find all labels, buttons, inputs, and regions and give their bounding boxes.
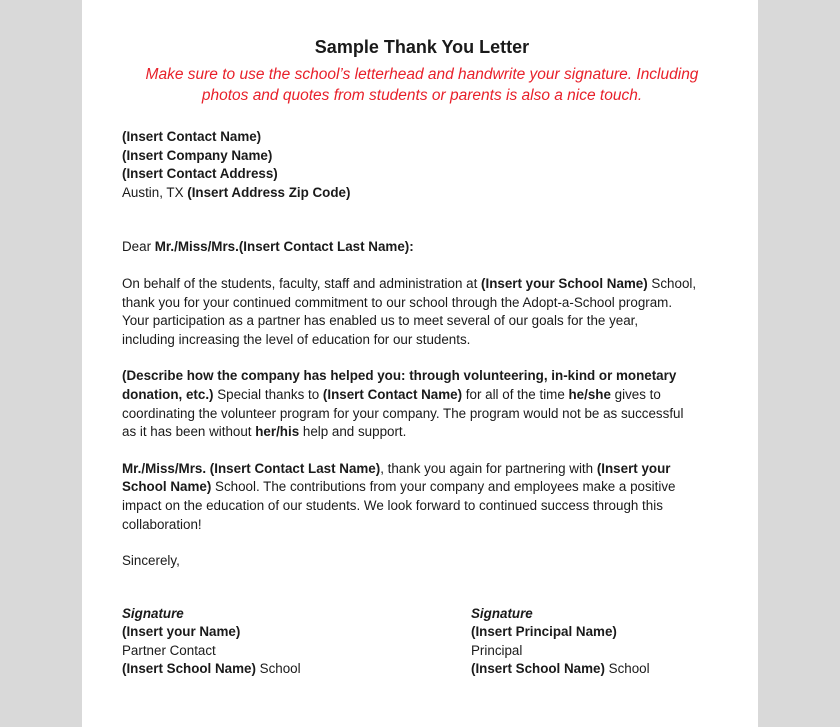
city-state: Austin, TX: [122, 184, 188, 200]
school-name-placeholder: (Insert School Name): [471, 661, 605, 677]
school-name-placeholder: (Insert School Name): [122, 661, 256, 677]
para3-text: School. The contributions from your company and employees make a positive: [211, 479, 676, 495]
signature-label: Signature: [471, 605, 533, 621]
pronoun-placeholder: her/his: [255, 424, 300, 440]
closing: Sincerely,: [122, 553, 180, 569]
instruction-note-line-1: Make sure to use the school’s letterhead and handwrite your signature. Including: [145, 66, 699, 83]
para1-line3: Your participation as a partner has enabled us to meet several of our goals for the year,: [122, 313, 639, 329]
para1-line4: including increasing the level of education for our students.: [122, 331, 471, 347]
signature-label: Signature: [122, 605, 184, 621]
signer-name: (Insert your Name): [122, 624, 241, 640]
para1-text: School,: [647, 275, 697, 291]
paragraph-1: [122, 275, 722, 349]
para1-text: On behalf of the students, faculty, staff and administration at: [122, 275, 482, 291]
para2-line1: (Describe how the company has helped you: through volunteering, in-kind or monetary: [122, 368, 677, 384]
school-name-placeholder: (Insert your School Name): [481, 275, 648, 291]
paragraph-2: [122, 367, 722, 441]
contact-name: (Insert Contact Name): [122, 129, 262, 144]
para2-text: Special thanks to: [213, 386, 323, 402]
para2-line2: [122, 386, 722, 405]
para1-line1: [122, 275, 722, 294]
company-name: (Insert Company Name): [122, 147, 273, 163]
recipient-address: [122, 128, 722, 202]
city-line: [122, 184, 722, 203]
para2-text: gives to: [610, 386, 661, 402]
para3-line2: [122, 478, 722, 497]
zip-code: (Insert Address Zip Code): [187, 184, 351, 200]
para3-line4: collaboration!: [122, 516, 202, 532]
signer-school: [122, 660, 301, 679]
contact-name-placeholder: (Insert Contact Name): [322, 386, 463, 402]
school-name-placeholder: (Insert your: [596, 460, 671, 476]
para1-line2: thank you for your continued commitment to our school through the Adopt-a-School program.: [122, 294, 673, 310]
para2-text: help and support.: [299, 424, 407, 440]
signer-name: (Insert Principal Name): [471, 624, 617, 640]
para2-line4: [122, 423, 722, 442]
instruction-note-line-2: photos and quotes from students or parents is also a nice touch.: [201, 87, 643, 104]
para3-text: , thank you again for partnering with: [380, 460, 597, 476]
signer-role: Partner Contact: [122, 642, 216, 658]
para2-bold: donation, etc.): [122, 386, 214, 402]
letter-content: [122, 36, 722, 685]
salutation: [122, 238, 722, 257]
para2-line3: coordinating the volunteer program for your company. The program would not be as successful: [122, 405, 684, 421]
signature-section: [122, 605, 722, 685]
pronoun-placeholder: he/she: [568, 386, 611, 402]
signature-block-partner: [122, 605, 301, 679]
signer-school: [471, 660, 650, 679]
last-name-placeholder: Mr./Miss/Mrs. (Insert Contact Last Name): [122, 460, 381, 476]
salutation-dear: Dear: [122, 239, 155, 255]
letter-page: [82, 0, 758, 727]
school-name-placeholder: School Name): [122, 479, 212, 495]
para2-text: as it has been without: [122, 424, 256, 440]
school-suffix: School: [604, 661, 650, 677]
para3-line3: impact on the education of our students. We look forward to continued success through this: [122, 497, 663, 513]
school-suffix: School: [255, 661, 301, 677]
letter-title: Sample Thank You Letter: [314, 37, 530, 57]
paragraph-3: [122, 460, 722, 534]
contact-address: (Insert Contact Address): [122, 166, 278, 182]
para2-text: for all of the time: [462, 386, 569, 402]
signature-block-principal: [471, 605, 650, 679]
signer-role: Principal: [471, 642, 523, 658]
para3-line1: [122, 460, 722, 479]
salutation-name: Mr./Miss/Mrs.(Insert Contact Last Name):: [154, 239, 414, 255]
